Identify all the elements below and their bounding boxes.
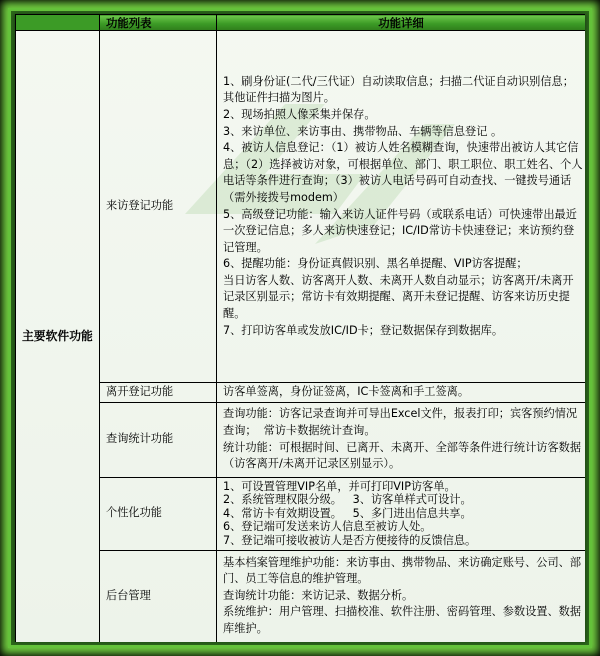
detail-line: 2、系统管理权限分级。 3、访客单样式可设计。 [223,493,472,507]
function-detail [217,550,586,642]
feature-table [15,14,585,642]
detail-line: 查询统计功能：来访记录、数据分析。 [223,588,414,602]
function-name: 个性化功能 [100,477,217,550]
detail-line: 7、打印访客单或发放IC/ID卡；登记数据保存到数据库。 [223,323,504,337]
table-row [16,31,586,383]
detail-line: 4、常访卡有效期设置。 5、多门进出信息共享。 [223,506,472,520]
detail-line: 查询功能：访客记录查询并可导出Excel文件，报表打印；宾客预约情况查询； 常访卡数据统计查询。 [223,407,578,437]
detail-line: 访客单签离，身份证签离，IC卡签离和手工签离。 [223,385,470,398]
function-detail [217,402,586,477]
function-detail [217,477,586,550]
detail-line: 1、可设置管理VIP名单，并可打印VIP访客单。 [223,480,456,494]
function-detail [217,383,586,403]
function-name: 来访登记功能 [100,31,217,383]
detail-line: 5、高级登记功能：输入来访人证件号码（或联系电话）可快速带出最近一次登记信息；多人来访快速登记；IC/ID常访卡快速登记；来访预约登记管理。 [223,207,577,254]
main-category-cell: 主要软件功能 [16,31,100,643]
detail-line: 6、提醒功能：身份证真假识别、黑名单提醒、VIP访客提醒； [223,257,528,271]
detail-line: 3、来访单位、来访事由、携带物品、车辆等信息登记 。 [223,124,503,138]
header-function-detail: 功能详细 [217,15,586,31]
detail-line: 基本档案管理维护功能：来访事由、携带物品、来访确定账号、公司、部门、员工等信息的维护管理。 [223,555,582,586]
detail-line: 系统维护：用户管理、扫描校准、软件注册、密码管理、参数设置、数据库维护。 [223,605,582,635]
detail-line: 1、刷身份证(二代/三代证）自动读取信息；扫描二代证自动识别信息；其他证件扫描为图片。 [223,74,574,105]
detail-line: 7、登记端可接收被访人是否方便接待的反馈信息。 [223,533,477,547]
detail-line: 2、现场拍照人像采集并保存。 [223,107,376,121]
header-corner-cell [16,15,100,31]
detail-line: 4、被访人信息登记：（1）被访人姓名模糊查询，快速带出被访人其它信息；（2）选择被访对象，可根据单位、部门、职工职位、职工姓名、个人电话等条件进行查询；（3）被访人电话号码可自动查找、一键拨号通话（需外接拨号modem） [223,141,583,204]
feature-sheet [15,14,585,642]
function-detail [217,31,586,383]
table-header-row [16,15,586,31]
function-name: 查询统计功能 [100,402,217,477]
function-name: 离开登记功能 [100,383,217,403]
table-row [16,402,586,477]
table-row [16,383,586,403]
detail-line: 当日访客人数、访客离开人数、未离开人数自动显示；访客离开/未离开记录区别显示；常访卡有效期提醒、离开未登记提醒、访客来访历史提醒。 [223,273,574,321]
function-name: 后台管理 [100,550,217,642]
detail-line: 6、登记端可发送来访人信息至被访人处。 [223,520,432,534]
table-row [16,550,586,642]
header-function-list: 功能列表 [100,15,217,31]
table-row [16,477,586,550]
detail-line: 统计功能：可根据时间、已离开、未离开、全部等条件进行统计访客数据（访客离开/未离开记录区别显示）。 [223,440,582,471]
